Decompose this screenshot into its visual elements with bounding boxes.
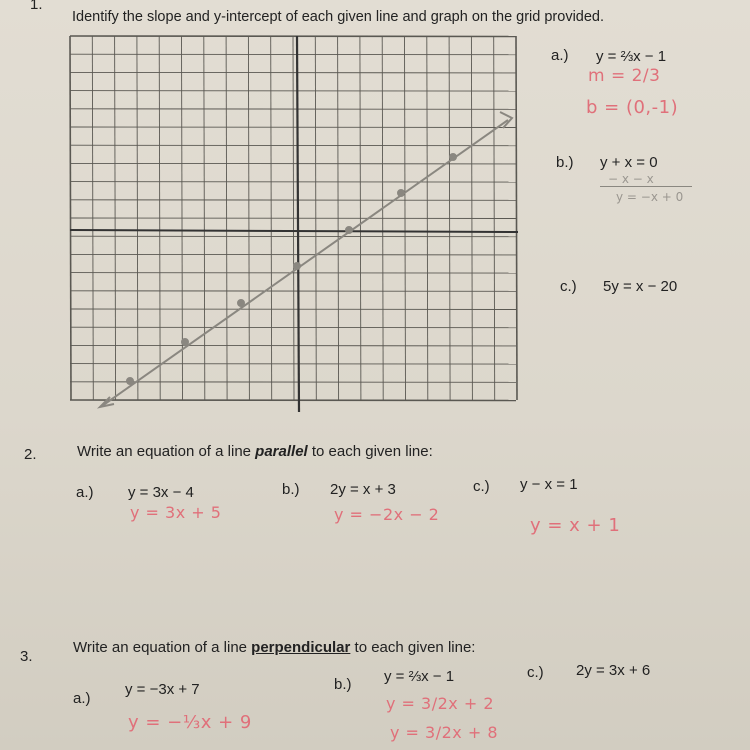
q2-instruction-emphasis: parallel bbox=[255, 443, 308, 460]
q2-b-answer: y = −2x − 2 bbox=[334, 505, 440, 524]
grid-line-horizontal bbox=[70, 127, 516, 128]
q1-c-label: c.) bbox=[560, 278, 577, 295]
grid-line-horizontal bbox=[70, 291, 516, 292]
grid-line-horizontal bbox=[70, 218, 516, 219]
q2-a-answer: y = 3x + 5 bbox=[130, 503, 222, 522]
arrow-head-top bbox=[500, 112, 512, 128]
q3-instruction bbox=[73, 639, 475, 656]
q1-b-equation: y + x = 0 bbox=[600, 154, 658, 171]
plotted-point bbox=[238, 300, 244, 306]
q3-a-answer: y = −⅓x + 9 bbox=[128, 712, 252, 733]
q2-number: 2. bbox=[24, 446, 37, 463]
plotted-point bbox=[182, 339, 188, 345]
q1-instruction: Identify the slope and y-intercept of each given line and graph on the grid provided. bbox=[72, 9, 605, 25]
plotted-point bbox=[398, 190, 404, 196]
plotted-point bbox=[294, 263, 300, 269]
q2-c-equation: y − x = 1 bbox=[520, 476, 578, 493]
q3-a-label: a.) bbox=[73, 690, 91, 707]
q2-b-label: b.) bbox=[282, 481, 300, 498]
q3-instruction-emphasis: perpendicular bbox=[251, 639, 351, 656]
grid-line-horizontal bbox=[70, 309, 516, 310]
grid-line-horizontal bbox=[70, 236, 516, 237]
q3-a-equation: y = −3x + 7 bbox=[125, 681, 200, 698]
q2-c-answer: y = x + 1 bbox=[530, 515, 621, 536]
grid-line-horizontal bbox=[70, 345, 516, 346]
pencil-line bbox=[102, 120, 508, 406]
work-divider bbox=[600, 186, 692, 187]
grid-line-vertical bbox=[494, 36, 495, 400]
q1-a-work-slope: m = 2/3 bbox=[588, 66, 661, 86]
q2-a-label: a.) bbox=[76, 484, 94, 501]
grid-line-horizontal bbox=[70, 145, 516, 146]
grid-line-horizontal bbox=[70, 400, 516, 401]
q2-c-label: c.) bbox=[473, 478, 490, 495]
q1-b-work-subtract: − x − x bbox=[608, 172, 654, 186]
grid-line-vertical bbox=[516, 36, 517, 400]
grid-line-horizontal bbox=[70, 364, 516, 365]
q2-a-equation: y = 3x − 4 bbox=[128, 484, 194, 501]
q2-instruction bbox=[77, 443, 433, 460]
y-axis bbox=[297, 36, 299, 412]
q1-c-equation: 5y = x − 20 bbox=[603, 278, 678, 295]
q2-b-equation: 2y = x + 3 bbox=[330, 481, 396, 498]
q3-instruction-text-end: to each given line: bbox=[350, 639, 476, 656]
q1-b-label: b.) bbox=[556, 154, 574, 171]
q1-a-equation: y = ⅔x − 1 bbox=[596, 48, 667, 65]
grid-line-vertical bbox=[471, 36, 472, 400]
grid-line-horizontal bbox=[70, 54, 516, 55]
q2-instruction-text-end: to each given line: bbox=[307, 443, 433, 460]
q1-number: 1. bbox=[30, 0, 43, 13]
grid-line-horizontal bbox=[70, 72, 516, 73]
q2-instruction-text: Write an equation of a line bbox=[77, 443, 256, 460]
plotted-point bbox=[450, 154, 456, 160]
q3-b-label: b.) bbox=[334, 676, 352, 693]
q3-instruction-text: Write an equation of a line bbox=[73, 639, 252, 656]
grid-line-horizontal bbox=[70, 109, 516, 110]
q1-a-work-intercept: b = (0,-1) bbox=[586, 97, 679, 118]
grid-line-horizontal bbox=[70, 36, 516, 37]
q3-b-answer-line2: y = 3/2x + 8 bbox=[390, 723, 499, 742]
plotted-point bbox=[127, 378, 133, 384]
q3-b-answer-line1: y = 3/2x + 2 bbox=[386, 694, 495, 713]
grid-line-horizontal bbox=[70, 91, 516, 92]
plotted-point bbox=[346, 227, 352, 233]
q3-c-equation: 2y = 3x + 6 bbox=[576, 662, 651, 679]
q1-b-work-result: y = −x + 0 bbox=[616, 190, 684, 204]
q3-number: 3. bbox=[20, 648, 33, 665]
grid-line-horizontal bbox=[70, 200, 516, 201]
grid-line-horizontal bbox=[70, 327, 516, 328]
q1-a-label: a.) bbox=[551, 47, 569, 64]
grid-lines bbox=[70, 36, 517, 401]
grid-line-horizontal bbox=[70, 254, 516, 255]
q3-b-equation: y = ⅔x − 1 bbox=[384, 668, 455, 685]
grid-line-horizontal bbox=[70, 163, 516, 164]
q3-c-label: c.) bbox=[527, 664, 544, 681]
grid-line-horizontal bbox=[70, 182, 516, 183]
